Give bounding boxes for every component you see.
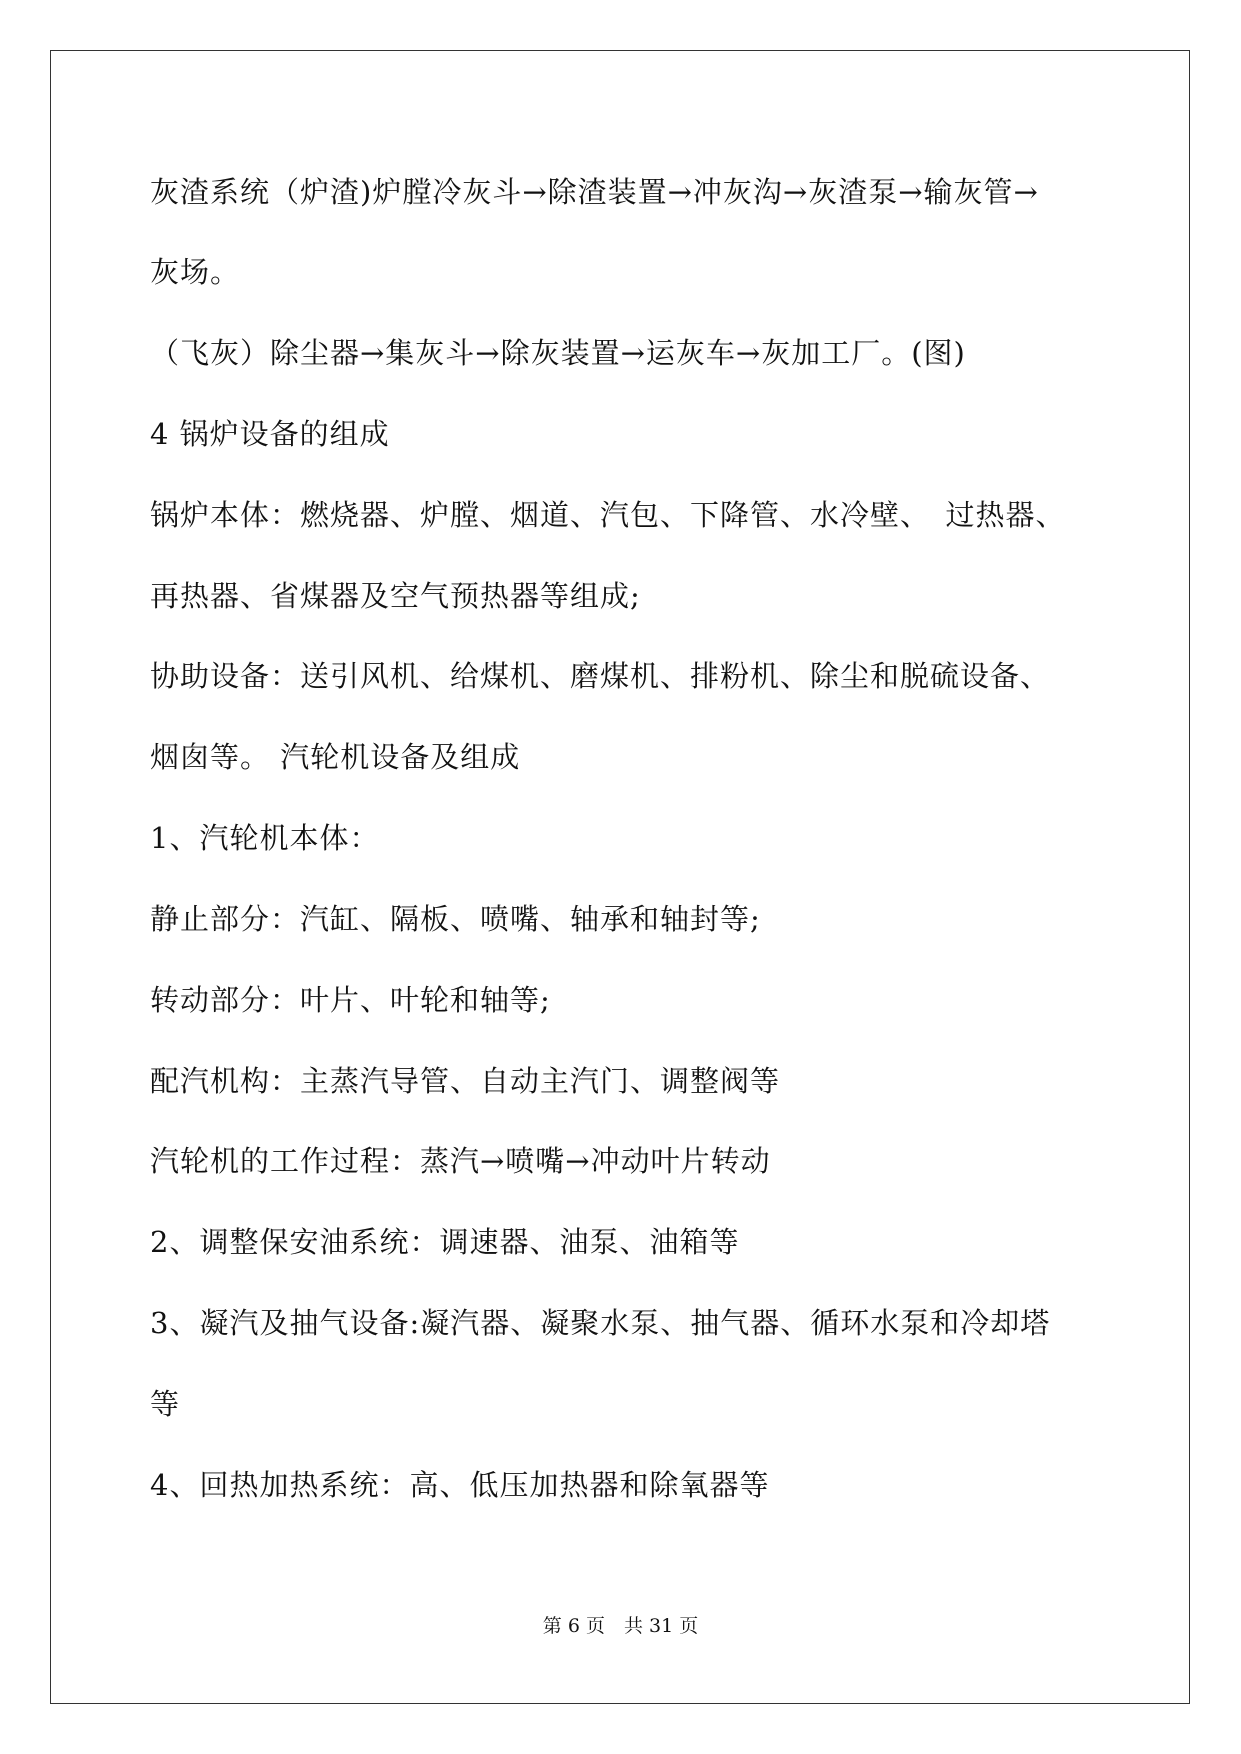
text-line: 1、汽轮机本体：: [150, 821, 380, 855]
page-number-footer: 第 6 页 共 31 页: [542, 1615, 699, 1637]
page-border: [50, 50, 1190, 1704]
text-line: 2、调整保安油系统：调速器、油泵、油箱等: [150, 1225, 740, 1259]
text-line: 灰场。: [150, 255, 241, 289]
text-line: 锅炉本体：燃烧器、炉膛、烟道、汽包、下降管、水冷壁、 过热器、: [150, 498, 1066, 532]
text-line: 烟囱等。 汽轮机设备及组成: [150, 740, 521, 774]
text-line: 静止部分：汽缸、隔板、喷嘴、轴承和轴封等;: [150, 902, 761, 936]
text-line: 配汽机构：主蒸汽导管、自动主汽门、调整阀等: [150, 1064, 781, 1098]
text-line: 转动部分：叶片、叶轮和轴等;: [150, 983, 551, 1017]
section-heading: 4 锅炉设备的组成: [150, 417, 390, 451]
text-line: 灰渣系统（炉渣)炉膛冷灰斗→除渣装置→冲灰沟→灰渣泵→输灰管→: [150, 175, 1039, 209]
text-line: 等: [150, 1387, 181, 1421]
text-line: 4、回热加热系统：高、低压加热器和除氧器等: [150, 1468, 770, 1502]
text-line: （飞灰）除尘器→集灰斗→除灰装置→运灰车→灰加工厂。(图): [150, 336, 966, 370]
text-line: 协助设备：送引风机、给煤机、磨煤机、排粉机、除尘和脱硫设备、: [150, 659, 1051, 693]
text-line: 再热器、省煤器及空气预热器等组成;: [150, 579, 641, 613]
text-line: 3、凝汽及抽气设备:凝汽器、凝聚水泵、抽气器、循环水泵和冷却塔: [150, 1306, 1051, 1340]
text-line: 汽轮机的工作过程：蒸汽→喷嘴→冲动叶片转动: [150, 1144, 771, 1178]
